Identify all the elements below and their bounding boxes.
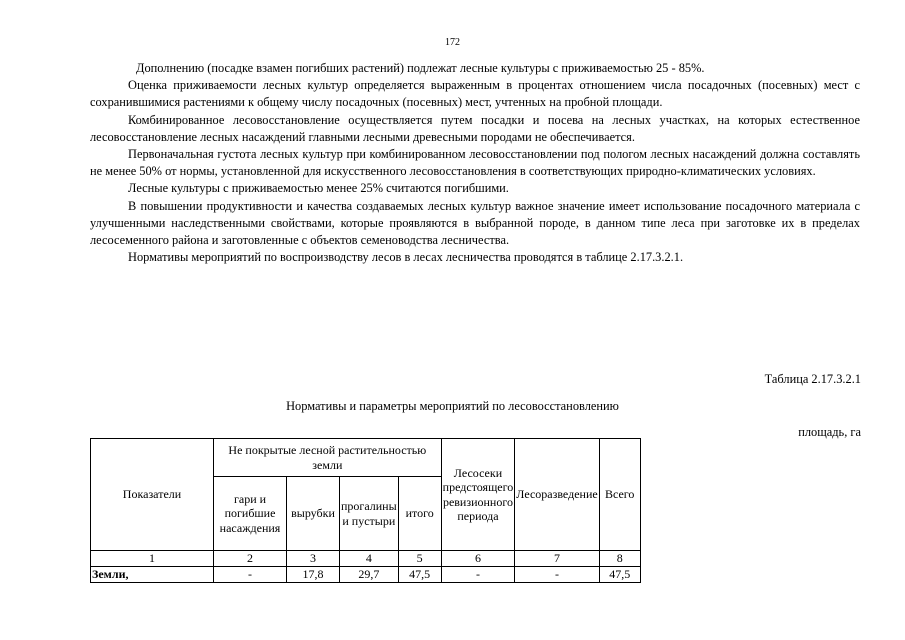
paragraph: Дополнению (посадке взамен погибших растений) подлежат лесные культуры с приживаемостью 25 - 85%. — [136, 61, 705, 75]
header-indicators: Показатели — [91, 439, 214, 551]
header-glades: прогалины и пустыри — [340, 477, 399, 551]
reforestation-table — [90, 438, 641, 583]
table-cell: 47,5 — [398, 567, 441, 583]
header-burned: гари и погибшие насаждения — [214, 477, 287, 551]
paragraph: В повышении продуктивности и качества создаваемых лесных культур важное значение имеет использование посадочного материала с улучшенными наследственными свойствами, которые проявляются в выбранной породе, в данном типе леса при заготовке их в пределах лесосеменного района и заготовленные с объектов семеноводства лесничества. — [90, 198, 860, 248]
column-number: 5 — [398, 551, 441, 567]
paragraph: Лесные культуры с приживаемостью менее 25% считаются погибшими. — [128, 181, 509, 196]
table-row — [91, 567, 641, 583]
table-cell: - — [441, 567, 515, 583]
column-number: 4 — [340, 551, 399, 567]
column-number: 3 — [287, 551, 340, 567]
paragraph: Первоначальная густота лесных культур при комбинированном лесовосстановлении под пологом лесных насаждений должна составлять не менее 50% от нормы, установленной для искусственного лесовосстановления в соответствующих природно-климатических условиях. — [90, 147, 860, 179]
header-subtotal: итого — [398, 477, 441, 551]
header-reforestation: Лесоразведение — [515, 439, 599, 551]
column-number: 2 — [214, 551, 287, 567]
table-title: Нормативы и параметры мероприятий по лесовосстановлению — [286, 399, 619, 413]
column-number: 1 — [91, 551, 214, 567]
table-cell: - — [515, 567, 599, 583]
table-cell: 47,5 — [599, 567, 640, 583]
column-number: 8 — [599, 551, 640, 567]
paragraph: Комбинированное лесовосстановление осуществляется путем посадки и посева на лесных участках, на которых естественное лесовосстановление лесных насаждений главными лесными древесными породами не обеспечивается. — [90, 112, 860, 144]
table-unit: площадь, га — [798, 425, 861, 439]
column-number: 6 — [441, 551, 515, 567]
header-group-unforested: Не покрытые лесной растительностью земли — [214, 439, 442, 477]
table-cell: 29,7 — [340, 567, 399, 583]
page-number: 172 — [445, 37, 460, 48]
header-clearcuts: вырубки — [287, 477, 340, 551]
header-cutting-areas: Лесосеки предстоящего ревизионного периода — [441, 439, 515, 551]
table-number-label: Таблица 2.17.3.2.1 — [764, 372, 861, 386]
body-text — [90, 60, 860, 266]
header-total: Всего — [599, 439, 640, 551]
paragraph: Оценка приживаемости лесных культур определяется выраженным в процентах отношением числа посадочных (посевных) мест с сохранившимися растениями к общему числу посадочных (посевных) мест, учтенных на пробной площади. — [90, 78, 860, 110]
table-cell: - — [214, 567, 287, 583]
paragraph: Нормативы мероприятий по воспроизводству лесов в лесах лесничества проводятся в таблице 2.17.3.2.1. — [128, 250, 684, 265]
table-cell: 17,8 — [287, 567, 340, 583]
column-number: 7 — [515, 551, 599, 567]
row-label: Земли, — [91, 567, 214, 583]
